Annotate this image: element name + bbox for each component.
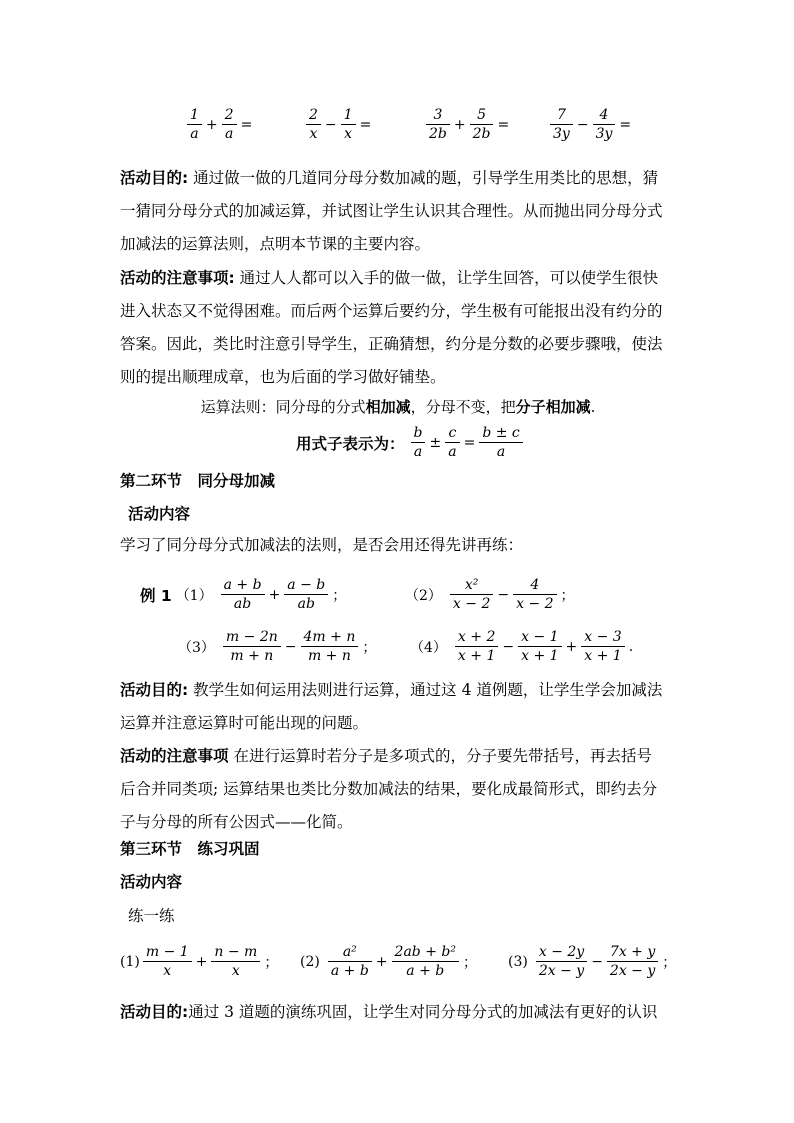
fraction: $\frac{a + b}{ab}$	[221, 576, 265, 613]
notes-label: 活动的注意事项:	[120, 269, 235, 287]
example-item-1: 例 1 （1） $\frac{a + b}{ab}$ + $\frac{a - b}{ab}$ ；	[140, 577, 347, 612]
fraction: $\frac{b \pm c}{a}$	[479, 424, 522, 461]
activity-content-label: 活动内容	[128, 505, 191, 523]
fraction: $\frac{c}{a}$	[445, 424, 459, 461]
fraction: $\frac{x - 1}{x + 1}$	[518, 628, 561, 665]
example-item-3: （3） $\frac{m - 2n}{m + n}$ − $\frac{4m + n}{m + n}$ ；	[178, 629, 377, 664]
fraction: $\frac{4m + n}{m + n}$	[301, 628, 359, 665]
notes-paragraph-2: 活动的注意事项 在进行运算时若分子是多项式的，分子要先带括号，再去括号 后合并同类项; 运算结果也类比分数加减法的结果，要化成最简形式，即约去分 子与分母的所有公因式——化简。	[120, 747, 658, 831]
fraction: $\frac{x + 2}{x + 1}$	[455, 628, 498, 665]
fraction: $\frac{7}{3y}$	[550, 106, 573, 143]
fraction: $\frac{4}{3y}$	[593, 106, 616, 143]
purpose-label: 活动目的:	[120, 169, 189, 187]
fraction: $\frac{m - 2n}{m + n}$	[223, 628, 281, 665]
section-title-2: 第二环节 同分母加减	[120, 472, 276, 490]
purpose-paragraph-1: 活动目的: 通过做一做的几道同分母分数加减的题，引导学生用类比的思想，猜 一猜同分母分式的加减运算，并试图让学生认识其合理性。从而抛出同分母分式 加减法的运算法则，点明本节课的主要内容。	[120, 169, 663, 253]
fraction: $\frac{a - b}{ab}$	[284, 576, 328, 613]
practice-item-1: (1) $\frac{m - 1}{x}$ + $\frac{n - m}{x}$ ；	[120, 944, 279, 979]
warmup-expr-2: $\frac{2}{x}$ − $\frac{1}{x}$ =	[304, 106, 373, 143]
example-item-2: （2） $\frac{\text{x²}}{x - 2}$ − $\frac{4}{x - 2}$ ；	[405, 577, 575, 612]
practice-item-2: (2) $\frac{\text{a²}}{a + b}$ + $\frac{\text{2ab + b²}}{a + b}$ ；	[300, 944, 477, 979]
fraction: $\frac{x - 2y}{2x - y}$	[536, 943, 587, 980]
fraction: $\frac{1}{x}$	[341, 106, 356, 143]
notes-label: 活动的注意事项	[120, 747, 229, 765]
fraction: $\frac{n - m}{x}$	[211, 943, 260, 980]
fraction: $\frac{x - 3}{x + 1}$	[581, 628, 624, 665]
fraction: $\frac{1}{a}$	[187, 106, 202, 143]
example-item-4: （4） $\frac{x + 2}{x + 1}$ − $\frac{x - 1}{x + 1}$ + $\frac{x - 3}{x + 1}$ .	[410, 629, 634, 664]
warmup-expr-3: $\frac{3}{2b}$ + $\frac{5}{2b}$ =	[424, 106, 511, 143]
fraction: $\frac{\text{a²}}{a + b}$	[328, 943, 372, 980]
fraction: $\frac{\text{2ab + b²}}{a + b}$	[392, 943, 459, 980]
fraction: $\frac{2}{a}$	[222, 106, 237, 143]
practice-label: 练一练	[128, 907, 175, 925]
section2-intro: 学习了同分母分式加减法的法则，是否会用还得先讲再练：	[120, 536, 524, 554]
fraction: $\frac{7x + y}{2x - y}$	[607, 943, 658, 980]
practice-item-3: (3) $\frac{x - 2y}{2x - y}$ − $\frac{7x + y}{2x - y}$ ；	[508, 944, 677, 979]
fraction: $\frac{\text{x²}}{x - 2}$	[450, 576, 493, 613]
purpose-label: 活动目的:	[120, 681, 189, 699]
warmup-expr-4: $\frac{7}{3y}$ − $\frac{4}{3y}$ =	[548, 106, 633, 143]
fraction: $\frac{4}{x - 2}$	[513, 576, 556, 613]
purpose-paragraph-2: 活动目的: 教学生如何运用法则进行运算，通过这 4 道例题，让学生学会加减法 运算并注意运算时可能出现的问题。	[120, 681, 663, 732]
purpose-label: 活动目的:	[120, 1003, 189, 1021]
fraction: $\frac{3}{2b}$	[426, 106, 450, 143]
activity-content-label: 活动内容	[120, 873, 183, 891]
warmup-expr-1: $\frac{1}{a}$ + $\frac{2}{a}$ =	[185, 106, 254, 143]
fraction: $\frac{m - 1}{x}$	[143, 943, 192, 980]
fraction: $\frac{5}{2b}$	[470, 106, 494, 143]
fraction: $\frac{b}{a}$	[411, 424, 426, 461]
notes-paragraph-1: 活动的注意事项: 通过人人都可以入手的做一做，让学生回答，可以使学生很快 进入状态又不觉得困难。而后两个运算后要约分，学生极有可能报出没有约分的 答案。因此，类比时注意引导学生，正确猜想，约分是分数的必要步骤哦，使法 则的提出顺理成章，也为后面的学习做好铺垫。	[120, 269, 663, 386]
rule-formula: 用式子表示为： $\frac{b}{a}$ ± $\frac{c}{a}$ = $\frac{b \pm c}{a}$	[296, 424, 525, 461]
fraction: $\frac{2}{x}$	[306, 106, 321, 143]
section-title-3: 第三环节 练习巩固	[120, 840, 260, 858]
purpose-paragraph-3: 活动目的:通过 3 道题的演练巩固，让学生对同分母分式的加减法有更好的认识	[120, 1003, 658, 1021]
operation-rule: 运算法则：同分母的分式相加减，分母不变，把分子相加减.	[200, 398, 596, 416]
